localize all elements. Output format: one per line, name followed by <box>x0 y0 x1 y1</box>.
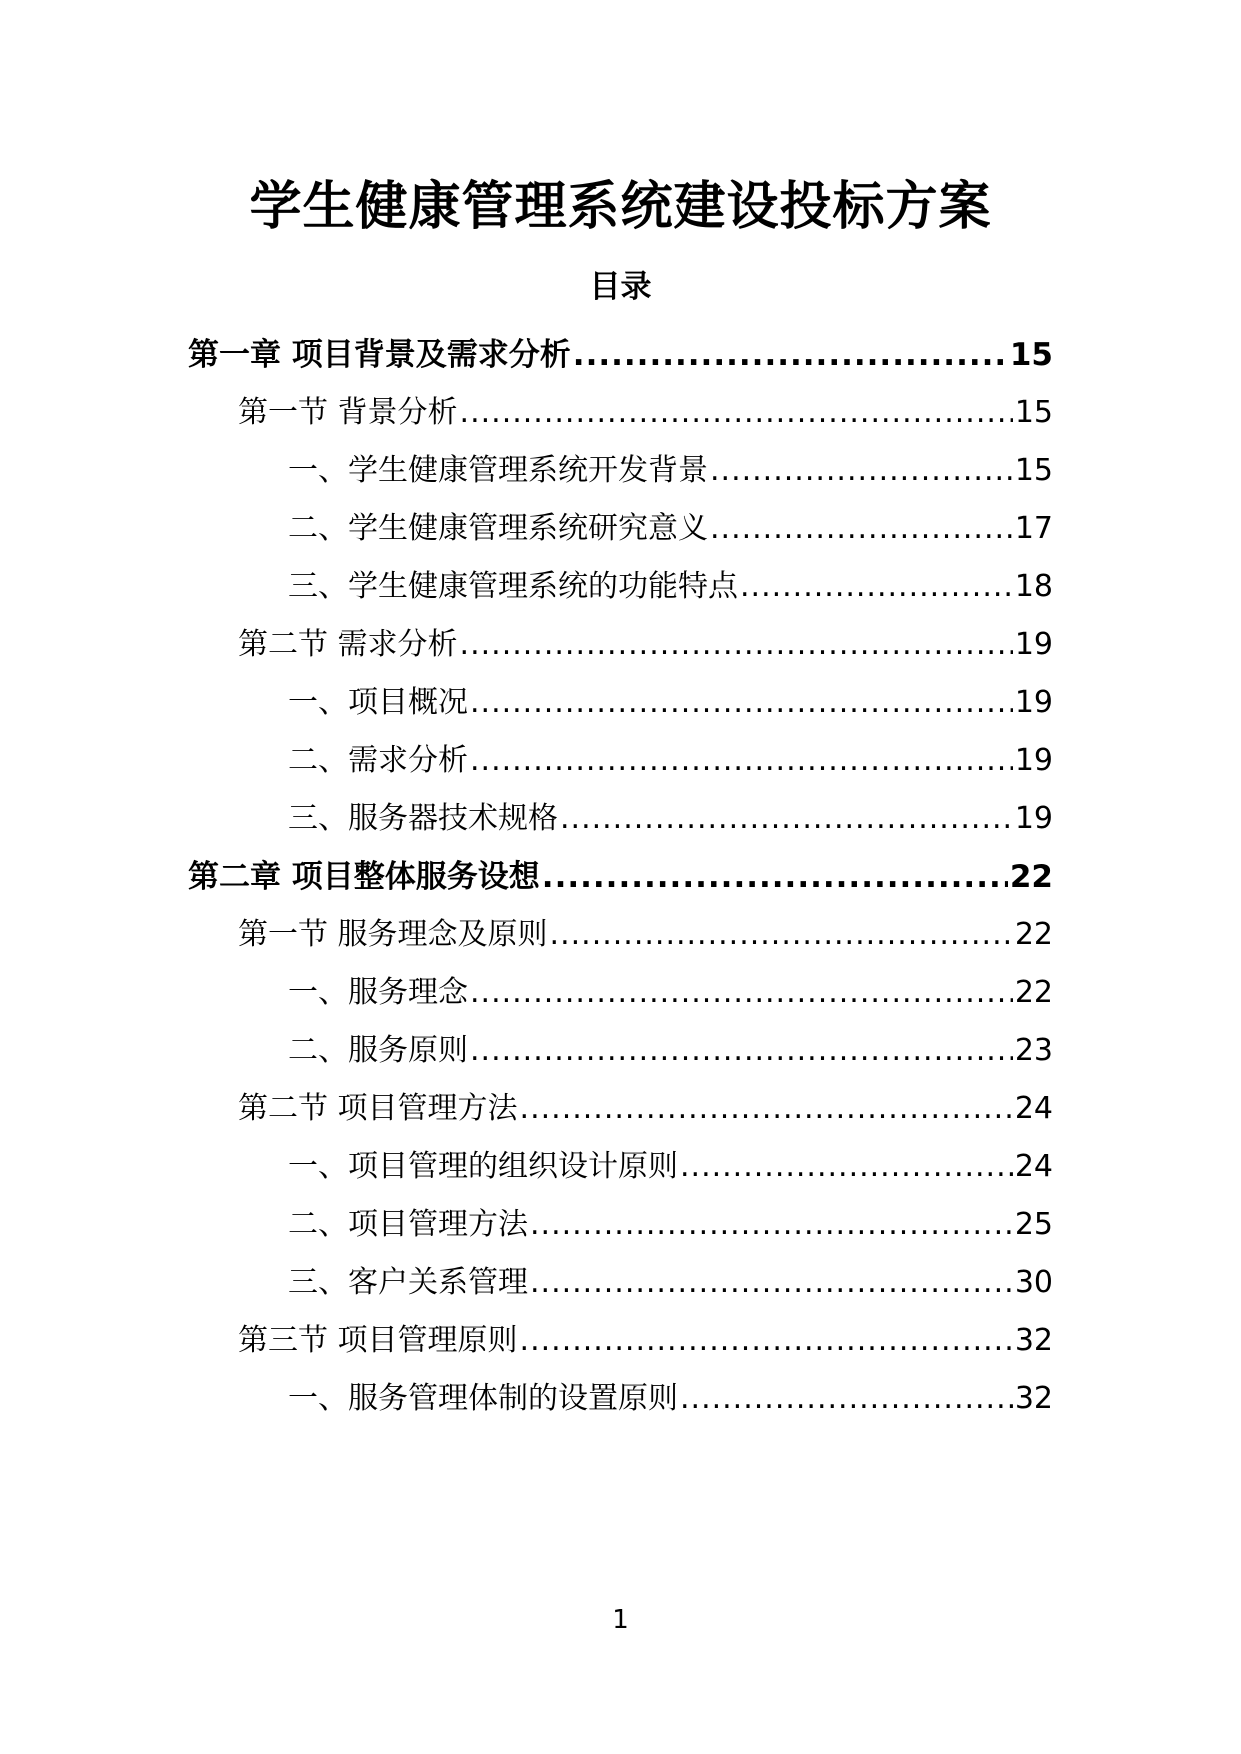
toc-entry-text: 一、服务管理体制的设置原则 <box>288 1381 678 1416</box>
toc-page-number: 15 <box>1009 337 1053 373</box>
toc-leader-dots <box>470 681 1013 725</box>
document-title: 学生健康管理系统建设投标方案 <box>249 177 992 237</box>
toc-leader-dots <box>470 739 1013 783</box>
toc-entry-text: 一、项目管理的组织设计原则 <box>288 1149 678 1184</box>
toc-entry-text: 三、服务器技术规格 <box>288 801 558 836</box>
toc-entry-text: 一、项目概况 <box>288 685 468 720</box>
toc-page-number: 30 <box>1014 1265 1053 1300</box>
toc-page-number: 15 <box>1014 453 1053 488</box>
toc-leader-dots <box>710 507 1013 551</box>
toc-entry[interactable] <box>288 499 1053 551</box>
toc-entry-text: 第二节 需求分析 <box>238 627 458 662</box>
toc-leader-dots <box>573 333 1008 377</box>
toc-entry[interactable] <box>238 383 1053 435</box>
toc-entry[interactable] <box>288 731 1053 783</box>
toc-leader-dots <box>550 913 1013 957</box>
toc-page-number: 17 <box>1014 511 1053 546</box>
toc-entry-text: 三、学生健康管理系统的功能特点 <box>288 569 738 604</box>
toc-leader-dots <box>680 1377 1013 1421</box>
toc-page-number: 22 <box>1014 917 1053 952</box>
page-footer-number: 1 <box>612 1605 629 1635</box>
toc-entry[interactable] <box>188 847 1053 899</box>
toc-entry[interactable] <box>288 789 1053 841</box>
toc-entry[interactable] <box>288 673 1053 725</box>
toc-page-number: 23 <box>1014 1033 1053 1068</box>
toc-entry-text: 第一节 服务理念及原则 <box>238 917 548 952</box>
toc-entry[interactable] <box>288 1021 1053 1073</box>
toc-leader-dots <box>530 1261 1013 1305</box>
toc-leader-dots <box>710 449 1013 493</box>
toc-leader-dots <box>560 797 1013 841</box>
toc-leader-dots <box>740 565 1013 609</box>
toc-heading: 目录 <box>589 269 652 305</box>
toc-entry[interactable] <box>288 441 1053 493</box>
toc-entry-text: 一、服务理念 <box>288 975 468 1010</box>
toc-entry-text: 二、服务原则 <box>288 1033 468 1068</box>
toc-leader-dots <box>470 971 1013 1015</box>
toc-entry-text: 二、需求分析 <box>288 743 468 778</box>
toc-entry-text: 三、客户关系管理 <box>288 1265 528 1300</box>
toc-entry[interactable] <box>238 1079 1053 1131</box>
toc-entry-text: 第二章 项目整体服务设想 <box>188 859 540 895</box>
toc-entry[interactable] <box>288 557 1053 609</box>
toc-entry[interactable] <box>288 1253 1053 1305</box>
toc-leader-dots <box>530 1203 1013 1247</box>
toc-page-number: 19 <box>1014 685 1053 720</box>
toc-page-number: 18 <box>1014 569 1053 604</box>
toc-entry-text: 第三节 项目管理原则 <box>238 1323 518 1358</box>
toc-page-number: 24 <box>1014 1091 1053 1126</box>
toc-leader-dots <box>470 1029 1013 1073</box>
toc-entry-text: 一、学生健康管理系统开发背景 <box>288 453 708 488</box>
toc-leader-dots <box>680 1145 1013 1189</box>
toc-entry-text: 第二节 项目管理方法 <box>238 1091 518 1126</box>
toc-leader-dots <box>460 391 1013 435</box>
toc-page-number: 32 <box>1014 1381 1053 1416</box>
toc-entry[interactable] <box>188 325 1053 377</box>
toc-entry[interactable] <box>288 1195 1053 1247</box>
toc-page-number: 25 <box>1014 1207 1053 1242</box>
toc-page-number: 19 <box>1014 627 1053 662</box>
toc-page-number: 22 <box>1014 975 1053 1010</box>
toc-page-number: 32 <box>1014 1323 1053 1358</box>
toc-entry-text: 二、项目管理方法 <box>288 1207 528 1242</box>
toc-page-number: 22 <box>1009 859 1053 895</box>
toc-leader-dots <box>460 623 1013 667</box>
toc-leader-dots <box>520 1087 1013 1131</box>
toc-entry[interactable] <box>288 963 1053 1015</box>
toc-leader-dots <box>542 855 1008 899</box>
toc-entry-text: 第一节 背景分析 <box>238 395 458 430</box>
toc-entry-text: 二、学生健康管理系统研究意义 <box>288 511 708 546</box>
toc-page-number: 24 <box>1014 1149 1053 1184</box>
toc-entry[interactable] <box>238 1311 1053 1363</box>
toc-entry[interactable] <box>238 615 1053 667</box>
toc-page-number: 19 <box>1014 743 1053 778</box>
toc-entry-text: 第一章 项目背景及需求分析 <box>188 337 571 373</box>
toc-entry[interactable] <box>238 905 1053 957</box>
toc-page-number: 19 <box>1014 801 1053 836</box>
toc-leader-dots <box>520 1319 1013 1363</box>
toc-entry[interactable] <box>288 1137 1053 1189</box>
toc-page-number: 15 <box>1014 395 1053 430</box>
toc-entry[interactable] <box>288 1369 1053 1421</box>
